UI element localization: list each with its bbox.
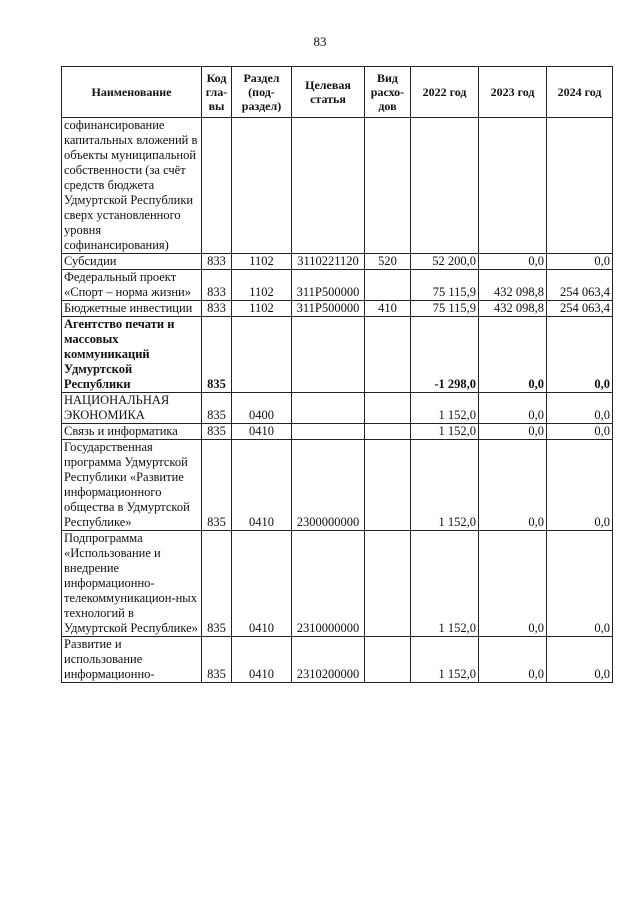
row-2023: 0,0 (479, 393, 547, 424)
page-number: 83 (313, 34, 327, 49)
row-2024: 0,0 (547, 317, 613, 393)
row-section (232, 317, 292, 393)
row-2024: 254 063,4 (547, 301, 613, 317)
row-target: 311P500000 (292, 270, 365, 301)
budget-table (61, 66, 613, 683)
table-row (62, 393, 613, 424)
table-row (62, 440, 613, 531)
row-2023: 0,0 (479, 531, 547, 637)
row-target: 3110221120 (292, 254, 365, 270)
row-target: 2310000000 (292, 531, 365, 637)
row-code: 835 (202, 440, 232, 531)
row-name: Бюджетные инвестиции (62, 301, 202, 317)
row-2023: 0,0 (479, 440, 547, 531)
row-name: софинансирование капитальных вложений в объекты муниципальной собственности (за счёт средств бюджета Удмуртской Республики сверх установленного уровня софинансирования) (62, 118, 202, 254)
row-2022: 1 152,0 (411, 393, 479, 424)
row-2023: 432 098,8 (479, 301, 547, 317)
table-row (62, 531, 613, 637)
row-type (365, 270, 411, 301)
header-target: Целевая статья (292, 67, 365, 118)
row-2022: 75 115,9 (411, 270, 479, 301)
row-type (365, 424, 411, 440)
row-name: Государственная программа Удмуртской Республики «Развитие информационного общества в Удмуртской Республике» (62, 440, 202, 531)
row-2023: 0,0 (479, 254, 547, 270)
row-target (292, 424, 365, 440)
row-target: 2310200000 (292, 637, 365, 683)
header-name: Наименование (62, 67, 202, 118)
row-type: 410 (365, 301, 411, 317)
header-2023: 2023 год (479, 67, 547, 118)
row-2022: 1 152,0 (411, 424, 479, 440)
row-2024: 254 063,4 (547, 270, 613, 301)
table-header-row (62, 67, 613, 118)
row-section (232, 118, 292, 254)
row-section: 0410 (232, 637, 292, 683)
row-name: НАЦИОНАЛЬНАЯ ЭКОНОМИКА (62, 393, 202, 424)
row-target: 2300000000 (292, 440, 365, 531)
header-code: Код гла-вы (202, 67, 232, 118)
row-2023: 0,0 (479, 317, 547, 393)
row-name: Связь и информатика (62, 424, 202, 440)
row-code: 835 (202, 637, 232, 683)
row-target (292, 317, 365, 393)
row-type: 520 (365, 254, 411, 270)
row-2023: 0,0 (479, 424, 547, 440)
row-code: 833 (202, 254, 232, 270)
row-section: 1102 (232, 254, 292, 270)
table-row (62, 270, 613, 301)
row-type (365, 118, 411, 254)
row-name: Субсидии (62, 254, 202, 270)
row-code: 833 (202, 270, 232, 301)
row-section: 0410 (232, 424, 292, 440)
row-2024: 0,0 (547, 531, 613, 637)
row-type (365, 317, 411, 393)
header-type: Вид расхо-дов (365, 67, 411, 118)
row-code: 835 (202, 531, 232, 637)
row-2024: 0,0 (547, 424, 613, 440)
row-target (292, 118, 365, 254)
row-name: Агентство печати и массовых коммуникаций Удмуртской Республики (62, 317, 202, 393)
table-row (62, 424, 613, 440)
row-type (365, 637, 411, 683)
row-type (365, 531, 411, 637)
row-2024: 0,0 (547, 637, 613, 683)
row-target: 311P500000 (292, 301, 365, 317)
row-section: 0410 (232, 531, 292, 637)
row-2022: 52 200,0 (411, 254, 479, 270)
table-row (62, 301, 613, 317)
row-2022: 1 152,0 (411, 531, 479, 637)
row-2024 (547, 118, 613, 254)
row-section: 1102 (232, 301, 292, 317)
row-code (202, 118, 232, 254)
row-section: 0410 (232, 440, 292, 531)
row-name: Федеральный проект «Спорт – норма жизни» (62, 270, 202, 301)
row-2022: 75 115,9 (411, 301, 479, 317)
row-2022: 1 152,0 (411, 440, 479, 531)
row-code: 835 (202, 393, 232, 424)
row-type (365, 440, 411, 531)
table-row (62, 317, 613, 393)
row-name: Развитие и использование информационно- (62, 637, 202, 683)
table-row (62, 254, 613, 270)
row-section: 1102 (232, 270, 292, 301)
row-2022: -1 298,0 (411, 317, 479, 393)
row-2024: 0,0 (547, 254, 613, 270)
row-2022 (411, 118, 479, 254)
row-2024: 0,0 (547, 393, 613, 424)
header-section: Раздел (под-раздел) (232, 67, 292, 118)
row-type (365, 393, 411, 424)
row-target (292, 393, 365, 424)
table-row (62, 637, 613, 683)
row-code: 833 (202, 301, 232, 317)
row-2023: 0,0 (479, 637, 547, 683)
header-2024: 2024 год (547, 67, 613, 118)
row-2024: 0,0 (547, 440, 613, 531)
header-2022: 2022 год (411, 67, 479, 118)
row-section: 0400 (232, 393, 292, 424)
table-row (62, 118, 613, 254)
row-2022: 1 152,0 (411, 637, 479, 683)
row-2023 (479, 118, 547, 254)
row-2023: 432 098,8 (479, 270, 547, 301)
row-code: 835 (202, 424, 232, 440)
row-code: 835 (202, 317, 232, 393)
row-name: Подпрограмма «Использование и внедрение информационно-телекоммуникацион-ных технологий в Удмуртской Республике» (62, 531, 202, 637)
